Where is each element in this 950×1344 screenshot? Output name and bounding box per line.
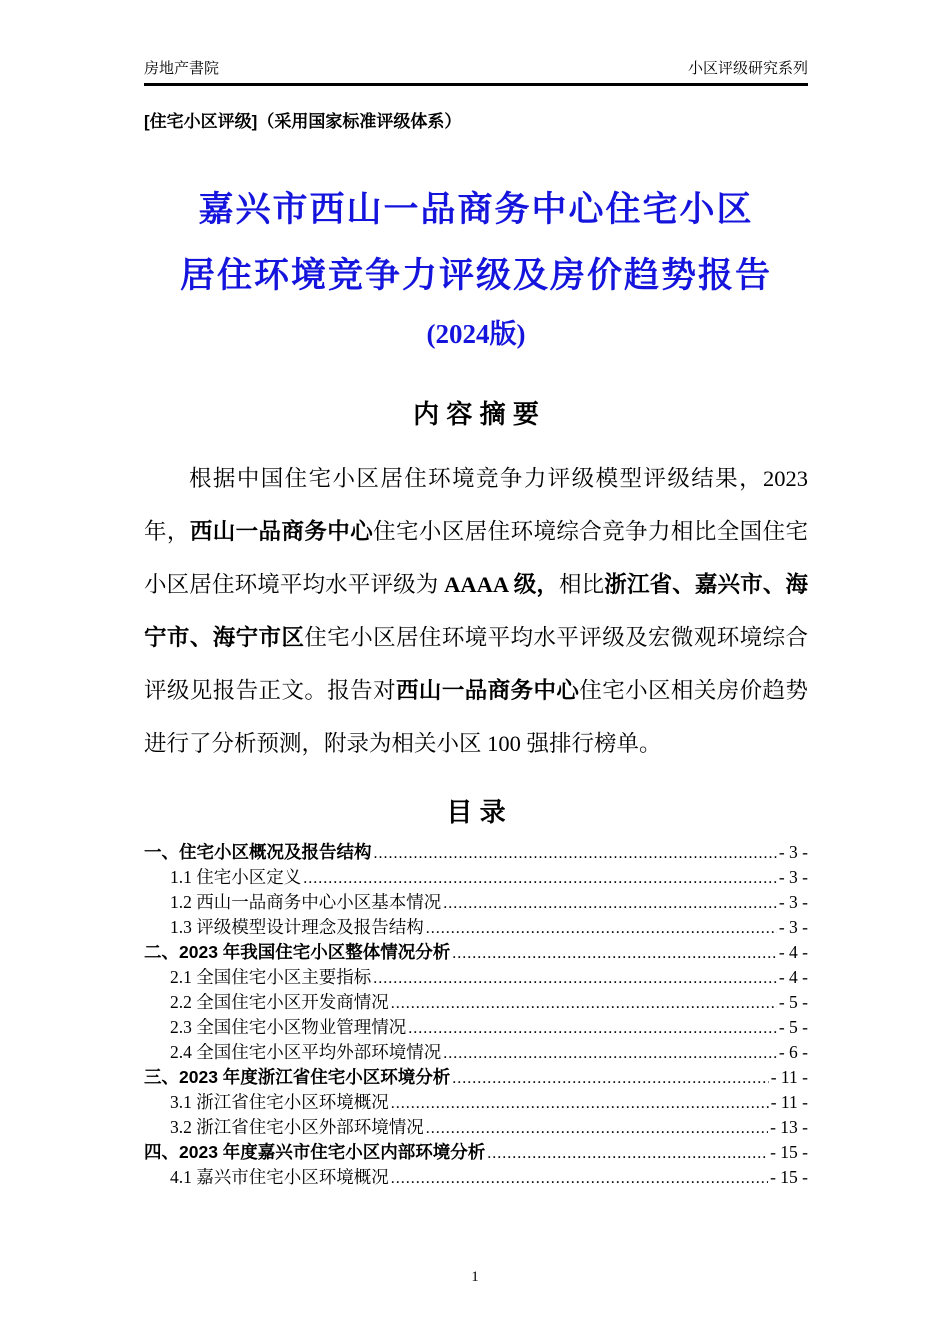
toc-list — [144, 840, 808, 1190]
toc-leader-dots — [487, 1140, 768, 1166]
doc-type-label: [住宅小区评级]（采用国家标准评级体系） — [144, 112, 462, 131]
toc-entry — [144, 915, 808, 940]
toc-entry-page: - 11 - — [770, 1092, 808, 1112]
report-title-line1: 嘉兴市西山一品商务中心住宅小区 — [198, 190, 754, 229]
toc-entry-label: 3.1 浙江省住宅小区环境概况 — [170, 1092, 389, 1112]
toc-entry — [144, 865, 808, 890]
summary-segment: 住宅小区相关房价趋势进行了分析预测，附录为相关小区 100 强排行榜单。 — [144, 678, 808, 756]
toc-leader-dots — [452, 940, 777, 966]
toc-entry-page: - 4 - — [778, 967, 808, 987]
toc-entry-label: 二、2023 年我国住宅小区整体情况分析 — [144, 942, 451, 962]
toc-entry — [144, 1015, 808, 1040]
summary-segment: 相比 — [559, 572, 605, 597]
toc-entry-label: 2.3 全国住宅小区物业管理情况 — [170, 1017, 407, 1037]
report-title-line2: 居住环境竞争力评级及房价趋势报告 — [179, 256, 772, 295]
toc-entry — [144, 965, 808, 990]
toc-leader-dots — [373, 965, 777, 991]
toc-entry — [144, 840, 808, 865]
toc-leader-dots — [391, 990, 777, 1016]
toc-entry-page: - 4 - — [778, 942, 808, 962]
summary-segment: AAAA 级， — [444, 572, 559, 597]
toc-entry-label: 四、2023 年度嘉兴市住宅小区内部环境分析 — [144, 1142, 486, 1162]
toc-entry — [144, 1065, 808, 1090]
summary-segment: 根据中国住宅小区居住环境竞争力评级模型评级结果，2023 年， — [144, 466, 808, 544]
toc-entry-label: 4.1 嘉兴市住宅小区环境概况 — [170, 1167, 389, 1187]
toc-entry-page: - 13 - — [770, 1117, 808, 1137]
footer-page-number: 1 — [471, 1269, 479, 1285]
toc-entry-page: - 3 - — [778, 917, 808, 937]
toc-entry-page: - 5 - — [778, 1017, 808, 1037]
toc-entry — [144, 990, 808, 1015]
toc-entry-label: 三、2023 年度浙江省住宅小区环境分析 — [144, 1067, 451, 1087]
header-left-text: 房地产書院 — [144, 60, 220, 77]
toc-leader-dots — [391, 1165, 768, 1191]
toc-entry-label: 2.1 全国住宅小区主要指标 — [170, 967, 372, 987]
toc-leader-dots — [443, 1040, 777, 1066]
toc-leader-dots — [303, 865, 777, 891]
toc-entry-page: - 3 - — [778, 867, 808, 887]
toc-entry-page: - 15 - — [770, 1167, 808, 1187]
toc-leader-dots — [374, 840, 777, 866]
toc-entry — [144, 1115, 808, 1140]
toc-entry-label: 1.1 住宅小区定义 — [170, 867, 302, 887]
toc-entry-label: 2.4 全国住宅小区平均外部环境情况 — [170, 1042, 442, 1062]
toc-entry-page: - 3 - — [778, 892, 808, 912]
summary-segment: 浙江省、嘉兴市、海宁市、海宁市区 — [144, 572, 808, 650]
toc-entry-label: 一、住宅小区概况及报告结构 — [144, 842, 372, 862]
report-edition: (2024版) — [426, 319, 526, 349]
summary-paragraph — [144, 452, 808, 770]
toc-entry — [144, 1090, 808, 1115]
summary-segment: 住宅小区居住环境综合竞争力相比全国住宅小区居住环境平均水平评级为 — [144, 519, 808, 597]
toc-leader-dots — [452, 1065, 768, 1091]
toc-entry-page: - 5 - — [778, 992, 808, 1012]
page-header — [144, 58, 808, 86]
toc-entry-label: 2.2 全国住宅小区开发商情况 — [170, 992, 389, 1012]
summary-heading: 内 容 摘 要 — [413, 399, 539, 429]
toc-entry-label: 1.2 西山一品商务中心小区基本情况 — [170, 892, 442, 912]
toc-entry — [144, 940, 808, 965]
header-right-text: 小区评级研究系列 — [687, 60, 808, 77]
toc-entry — [144, 890, 808, 915]
toc-leader-dots — [443, 890, 777, 916]
toc-entry — [144, 1140, 808, 1165]
toc-leader-dots — [391, 1090, 769, 1116]
toc-entry-label: 1.3 评级模型设计理念及报告结构 — [170, 917, 424, 937]
summary-segment: 西山一品商务中心 — [396, 678, 580, 703]
toc-entry-label: 3.2 浙江省住宅小区外部环境情况 — [170, 1117, 424, 1137]
toc-entry — [144, 1165, 808, 1190]
toc-leader-dots — [426, 915, 777, 941]
toc-entry-page: - 11 - — [770, 1067, 808, 1087]
toc-entry-page: - 3 - — [778, 842, 808, 862]
summary-segment: 住宅小区居住环境平均水平评级及宏微观环境综合评级见报告正文。报告对 — [144, 625, 808, 703]
summary-segment: 西山一品商务中心 — [189, 519, 374, 544]
toc-leader-dots — [426, 1115, 768, 1141]
toc-entry-page: - 6 - — [778, 1042, 808, 1062]
toc-entry — [144, 1040, 808, 1065]
toc-leader-dots — [408, 1015, 777, 1041]
toc-entry-page: - 15 - — [770, 1142, 808, 1162]
toc-heading: 目 录 — [446, 797, 506, 827]
